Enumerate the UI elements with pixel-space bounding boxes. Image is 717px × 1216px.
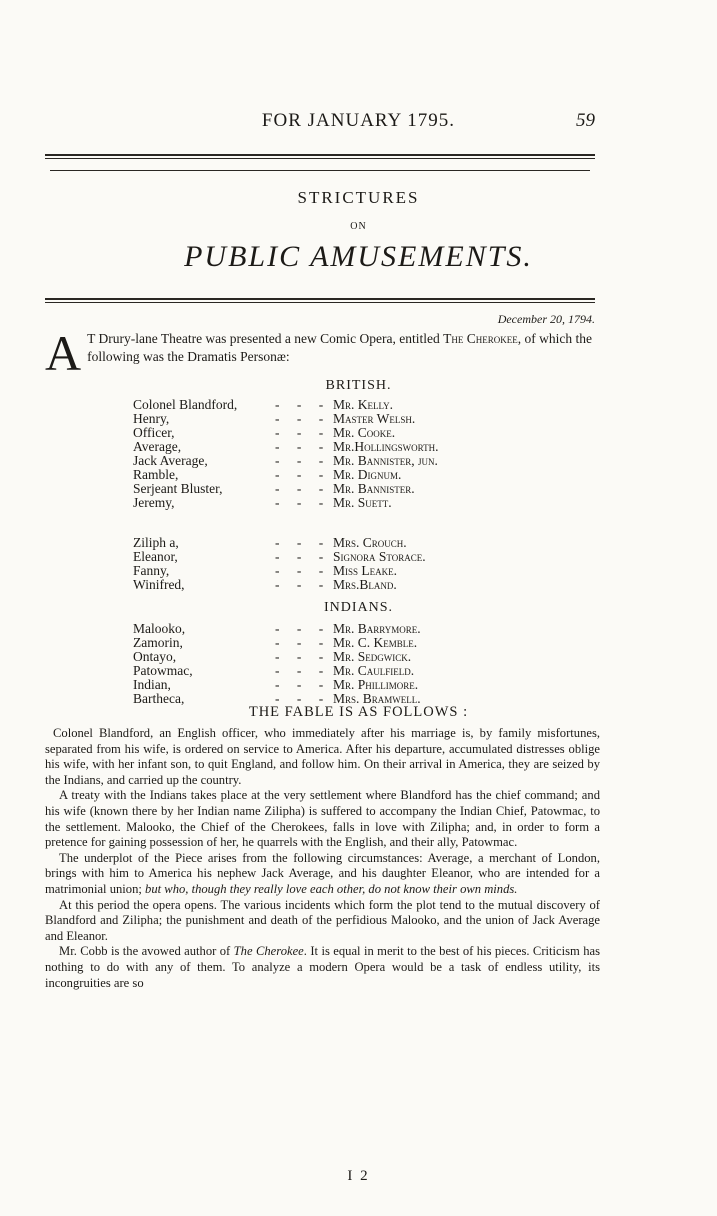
- body-paragraph: A treaty with the Indians takes place at the very settlement where Blandford has the chief command; and his wife (known there by her Indian name Zilipha) is suffered to accompany the Indian Chief, Patowmac, to the settlement. Malooko, the Chief of the Cherokees, falls in love with Zilipha; and, in order to form a pretence for gaining possession of her, he quarrels with the English, and their ally, Patowmac.: [45, 788, 600, 850]
- cast-role: Winifred,: [133, 577, 185, 592]
- cast-role: Eleanor,: [133, 549, 178, 564]
- cast-separator: - - -: [275, 496, 331, 510]
- cast-actor: Mr. Cooke.: [333, 425, 396, 440]
- cast-separator: - - -: [275, 692, 331, 706]
- cast-row: [133, 454, 493, 468]
- body-paragraph-text-end: . It is equal in merit to the best of his pieces. Criticism has nothing to do with any of them. To analyze a modern Opera would be a task of endless utility, its incongruities are so: [45, 944, 600, 990]
- fable-heading: THE FABLE IS AS FOLLOWS :: [248, 704, 469, 720]
- cast-role: Patowmac,: [133, 663, 193, 678]
- cast-separator: - - -: [275, 454, 331, 468]
- cast-role: Fanny,: [133, 563, 170, 578]
- cast-row: [133, 550, 493, 564]
- body-paragraph: Colonel Blandford, an English officer, who immediately after his marriage is, by family misfortunes, separated from his wife, is ordered on service to America. After his departure, accumulated distresses oblige his wife, with her infant son, to quit England, and follow him. On their arrival in America, they are seized by the Indians, and carried up the country.: [45, 726, 600, 787]
- cast-row: [133, 622, 493, 636]
- cast-actor: Mr. C. Kemble.: [333, 635, 418, 650]
- body-paragraph-italic: but who, though they really love each other, do not know their own minds.: [145, 881, 518, 896]
- cast-heading-british: BRITISH.: [325, 378, 392, 393]
- cast-list-british-women: [133, 536, 493, 592]
- intro-play-title: The Cherokee: [443, 331, 518, 346]
- body-paragraph: [45, 944, 600, 991]
- cast-role: Malooko,: [133, 621, 186, 636]
- cast-role: Serjeant Bluster,: [133, 481, 223, 496]
- cast-actor: Miss Leake.: [333, 563, 398, 578]
- section-title-line-2: ON: [350, 221, 367, 232]
- cast-role: Average,: [133, 439, 182, 454]
- cast-actor: Mr. Phillimore.: [333, 677, 419, 692]
- cast-actor: Mr. Dignum.: [333, 467, 402, 482]
- cast-separator: - - -: [275, 482, 331, 496]
- cast-role: Officer,: [133, 425, 175, 440]
- cast-separator: - - -: [275, 412, 331, 426]
- cast-row: [133, 636, 493, 650]
- cast-separator: - - -: [275, 678, 331, 692]
- cast-actor: Mrs.Bland.: [333, 577, 397, 592]
- body-paragraph-text: The underplot of the Piece arises from the following circumstances: Average, a merchant of London, brings with him to America his nephew Jack Average, and his daughter Eleanor, who are intended for a matrimonial union;: [45, 850, 600, 896]
- body-paragraph-text: Mr. Cobb is the avowed author of: [59, 944, 234, 959]
- cast-row: [133, 496, 493, 510]
- section-title-line-3: PUBLIC AMUSEMENTS.: [184, 240, 533, 273]
- cast-separator: - - -: [275, 440, 331, 454]
- cast-list-british: [133, 398, 493, 510]
- cast-role: Colonel Blandford,: [133, 397, 238, 412]
- cast-actor: Mr. Suett.: [333, 495, 392, 510]
- cast-actor: Mr. Bannister, jun.: [333, 453, 438, 468]
- running-head: FOR JANUARY 1795.: [261, 110, 456, 131]
- cast-separator: - - -: [275, 664, 331, 678]
- cast-separator: - - -: [275, 398, 331, 412]
- cast-separator: - - -: [275, 468, 331, 482]
- cast-row: [133, 398, 493, 412]
- cast-actor: Mr. Kelly.: [333, 397, 393, 412]
- intro-text-end: , of which the following was the Dramatis Personæ:: [87, 331, 592, 364]
- dateline: December 20, 1794.: [497, 312, 595, 326]
- header-rule-bottom: [45, 158, 595, 159]
- cast-role: Ontayo,: [133, 649, 177, 664]
- cast-role: Henry,: [133, 411, 170, 426]
- cast-role: Ramble,: [133, 467, 179, 482]
- section-title-line-1: STRICTURES: [297, 188, 420, 207]
- cast-heading-indians: INDIANS.: [323, 600, 394, 615]
- body-play-title: The Cherokee: [233, 944, 304, 959]
- intro-text: T Drury-lane Theatre was presented a new Comic Opera, entitled: [87, 331, 444, 346]
- cast-actor: Mr. Caulfield.: [333, 663, 415, 678]
- body-paragraph: [45, 851, 600, 898]
- cast-role: Ziliph a,: [133, 535, 179, 550]
- cast-separator: - - -: [275, 564, 331, 578]
- cast-actor: Mr. Bannister.: [333, 481, 415, 496]
- cast-separator: - - -: [275, 536, 331, 550]
- cast-actor: Mr.Hollingsworth.: [333, 439, 439, 454]
- cast-separator: - - -: [275, 550, 331, 564]
- title-rule-top: [45, 298, 595, 300]
- cast-row: [133, 664, 493, 678]
- cast-role: Indian,: [133, 677, 171, 692]
- cast-separator: - - -: [275, 636, 331, 650]
- cast-role: Jack Average,: [133, 453, 208, 468]
- cast-separator: - - -: [275, 578, 331, 592]
- cast-row: [133, 578, 493, 592]
- cast-actor: Mrs. Bramwell.: [333, 691, 421, 706]
- cast-row: [133, 650, 493, 664]
- header-rule-top: [45, 154, 595, 156]
- cast-row: [133, 678, 493, 692]
- page-number: 59: [576, 110, 595, 131]
- cast-row: [133, 468, 493, 482]
- cast-actor: Signora Storace.: [333, 549, 426, 564]
- cast-list-indians: [133, 622, 493, 706]
- header-rule-thin: [50, 170, 590, 171]
- cast-row: [133, 482, 493, 496]
- cast-separator: - - -: [275, 650, 331, 664]
- signature-mark: I 2: [347, 1168, 370, 1184]
- cast-separator: - - -: [275, 426, 331, 440]
- page-header: [0, 108, 717, 136]
- cast-row: [133, 412, 493, 426]
- intro-paragraph: [45, 325, 600, 381]
- cast-role: Jeremy,: [133, 495, 175, 510]
- cast-actor: Mrs. Crouch.: [333, 535, 407, 550]
- cast-row: [133, 426, 493, 440]
- body-paragraph: At this period the opera opens. The various incidents which form the plot tend to the mutual discovery of Blandford and Zilipha; the punishment and death of the perfidious Malooko, and the union of Jack Average and Eleanor.: [45, 897, 600, 943]
- article-body: [45, 726, 600, 991]
- cast-row: [133, 536, 493, 550]
- title-rule-bottom: [45, 302, 595, 303]
- drop-cap: A: [45, 325, 82, 381]
- cast-role: Bartheca,: [133, 691, 185, 706]
- cast-role: Zamorin,: [133, 635, 183, 650]
- cast-actor: Mr. Barrymore.: [333, 621, 421, 636]
- cast-row: [133, 564, 493, 578]
- cast-actor: Master Welsh.: [333, 411, 416, 426]
- cast-separator: - - -: [275, 622, 331, 636]
- cast-row: [133, 440, 493, 454]
- cast-actor: Mr. Sedgwick.: [333, 649, 412, 664]
